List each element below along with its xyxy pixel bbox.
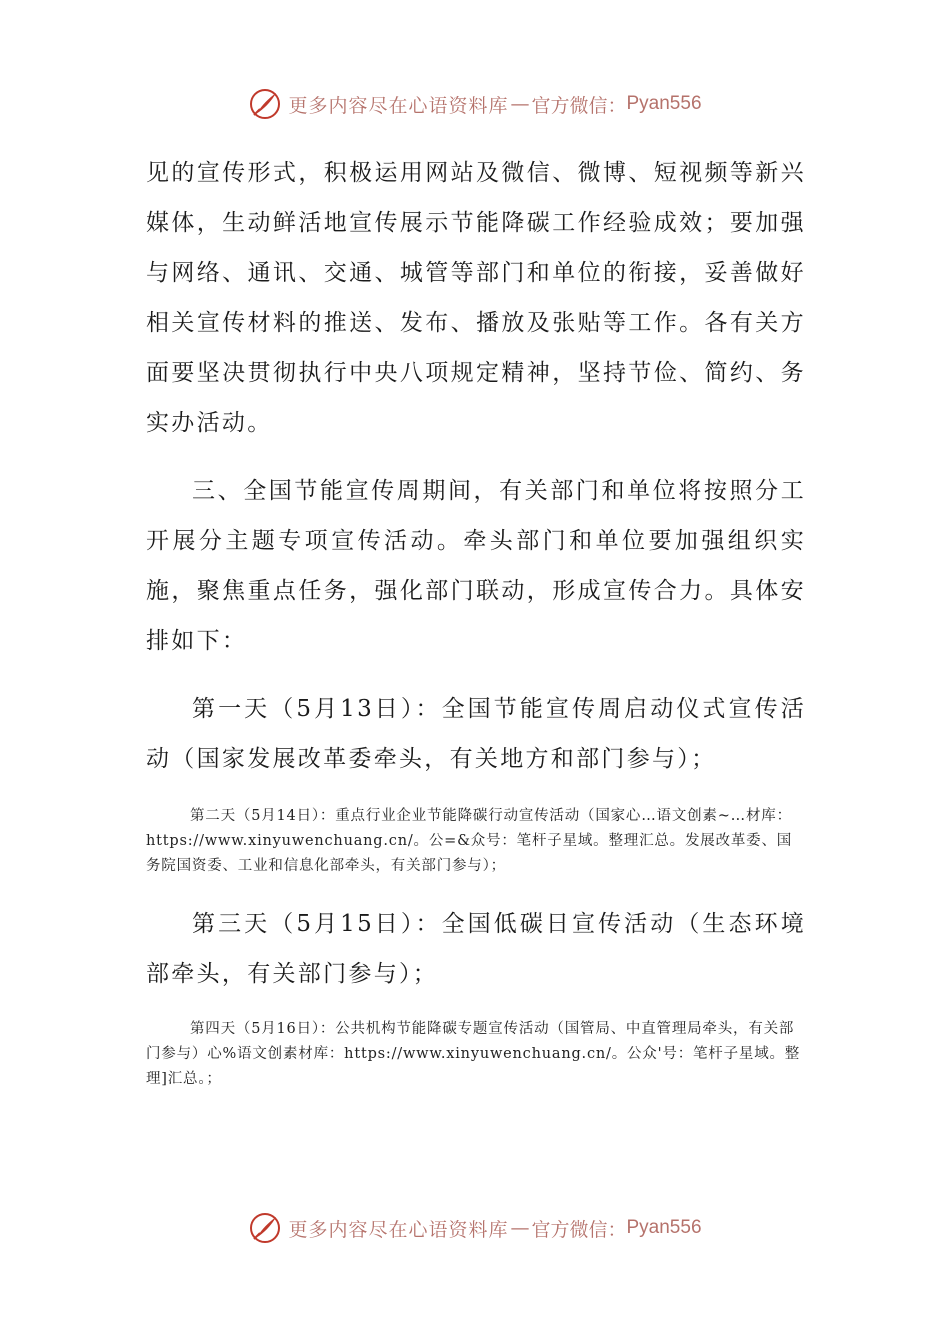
wechat-label: 官方微信： bbox=[531, 94, 627, 117]
quill-logo-icon bbox=[248, 87, 282, 121]
paragraph-2: 三、全国节能宣传周期间，有关部门和单位将按照分工开展分主题专项宣传活动。牵头部门和单位要加强组织实施，聚焦重点任务，强化部门联动，形成宣传合力。具体安排如下： bbox=[146, 478, 806, 654]
wechat-id: Pyan556 bbox=[626, 1217, 702, 1238]
day-3-item: 第三天（5月15日）：全国低碳日宣传活动（生态环境部牵头，有关部门参与）； bbox=[146, 911, 806, 987]
footer-banner bbox=[0, 1208, 950, 1248]
day-1-item: 第一天（5月13日）：全国节能宣传周启动仪式宣传活动（国家发展改革委牵头，有关地方和部门参与）； bbox=[146, 696, 806, 772]
banner-text: 更多内容尽在心语资料库 bbox=[288, 94, 509, 117]
quill-logo-icon bbox=[248, 1211, 282, 1245]
header-banner bbox=[0, 84, 950, 124]
paragraph-1: 见的宣传形式，积极运用网站及微信、微博、短视频等新兴媒体，生动鲜活地宣传展示节能降碳工作经验成效；要加强与网络、通讯、交通、城管等部门和单位的衔接，妥善做好相关宣传材料的推送、发布、播放及张贴等工作。各有关方面要坚决贯彻执行中央八项规定精神，坚持节俭、简约、务实办活动。 bbox=[146, 160, 806, 436]
document-body bbox=[146, 148, 806, 1092]
day-2-item: 第二天（5月14日）：重点行业企业节能降碳行动宣传活动（国家心…语文创素~…材库：https://www.xinyuwenchuang.cn/。公=&众号：笔杆子星域。整理汇总。发展改革委、国务院国资委、工业和信息化部牵头，有关部门参与）； bbox=[146, 808, 793, 874]
day-4-item: 第四天（5月16日）：公共机构节能降碳专题宣传活动（国管局、中直管理局牵头，有关部门参与）心%语文创素材库：https://www.xinyuwenchuang.cn/。公众'号：笔杆子星域。整理]汇总。； bbox=[146, 1021, 801, 1087]
wechat-label: 官方微信： bbox=[531, 1218, 627, 1241]
banner-text: 更多内容尽在心语资料库 bbox=[288, 1218, 509, 1241]
wechat-id: Pyan556 bbox=[626, 93, 702, 114]
banner-separator: — bbox=[510, 1217, 530, 1239]
banner-separator: — bbox=[510, 93, 530, 115]
